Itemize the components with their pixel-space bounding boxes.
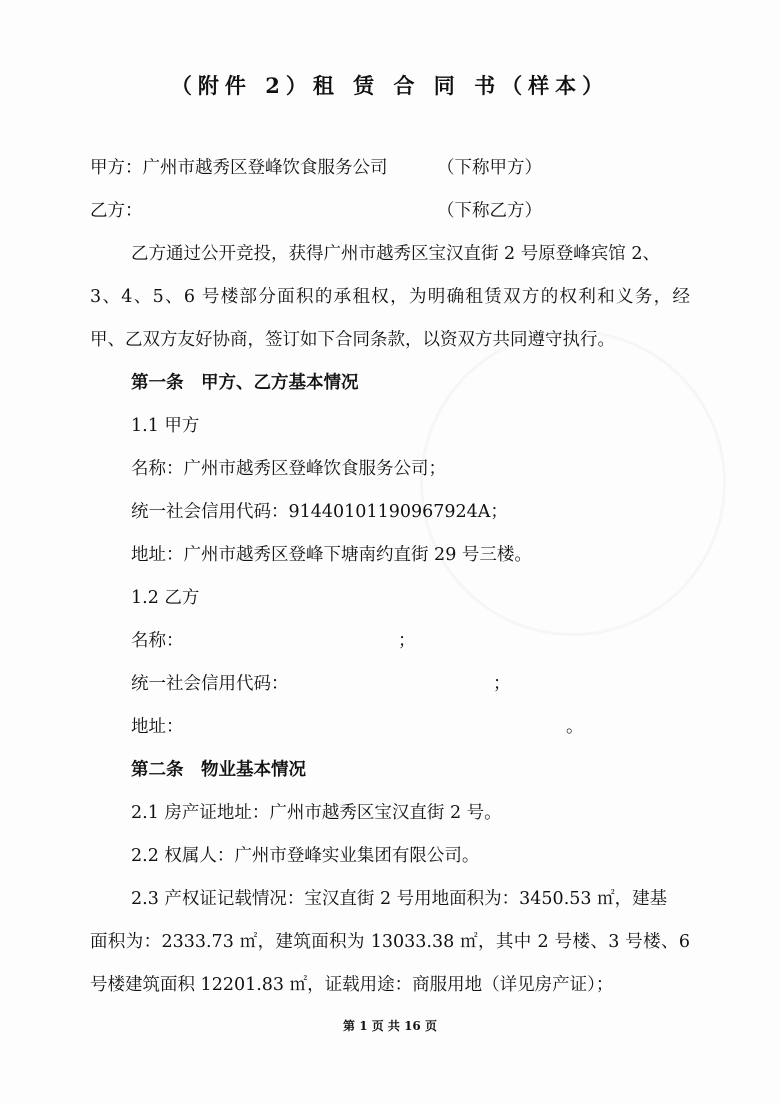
party-a-suffix: （下称甲方） bbox=[437, 158, 542, 178]
intro-line-2: 3、4、5、6 号楼部分面积的承租权，为明确租赁双方的权利和义务，经 bbox=[90, 287, 690, 307]
party-b-credit-code-end: ； bbox=[493, 674, 511, 694]
clause-2-3-line-2: 面积为：2333.73 ㎡，建筑面积为 13033.38 ㎡，其中 2 号楼、3 号楼、6 bbox=[90, 932, 690, 952]
intro-line-1: 乙方通过公开竞投，获得广州市越秀区宝汉直街 2 号原登峰宾馆 2、 bbox=[131, 244, 660, 264]
party-b-name-end: ； bbox=[398, 631, 416, 651]
clause-2-2: 2.2 权属人：广州市登峰实业集团有限公司。 bbox=[131, 846, 480, 866]
party-b-address-label: 地址： bbox=[131, 717, 184, 737]
faint-stamp-watermark bbox=[420, 330, 726, 636]
section-1-2-heading: 1.2 乙方 bbox=[131, 588, 200, 608]
party-b-address-end: 。 bbox=[566, 717, 584, 737]
article-1-heading: 第一条 甲方、乙方基本情况 bbox=[131, 373, 359, 393]
party-a-credit-code: 统一社会信用代码：91440101190967924A； bbox=[131, 502, 508, 522]
party-b-suffix: （下称乙方） bbox=[437, 201, 542, 221]
clause-2-3-line-1: 2.3 产权证记载情况：宝汉直街 2 号用地面积为：3450.53 ㎡，建基 bbox=[131, 889, 668, 909]
party-b-name-label: 名称： bbox=[131, 631, 184, 651]
document-title: （附件 2）租 赁 合 同 书（样本） bbox=[170, 73, 610, 98]
article-2-heading: 第二条 物业基本情况 bbox=[131, 760, 306, 780]
clause-2-1: 2.1 房产证地址：广州市越秀区宝汉直街 2 号。 bbox=[131, 803, 502, 823]
page-footer: 第 1 页 共 16 页 bbox=[343, 1019, 437, 1033]
party-a-address: 地址：广州市越秀区登峰下塘南约直街 29 号三楼。 bbox=[131, 545, 532, 565]
clause-2-3-line-3: 号楼建筑面积 12201.83 ㎡，证载用途：商服用地（详见房产证）； bbox=[90, 975, 614, 995]
party-a-name: 名称：广州市越秀区登峰饮食服务公司； bbox=[131, 459, 446, 479]
intro-line-3: 甲、乙双方友好协商，签订如下合同条款，以资双方共同遵守执行。 bbox=[90, 330, 615, 350]
party-a-label: 甲方：广州市越秀区登峰饮食服务公司 bbox=[90, 158, 388, 178]
section-1-1-heading: 1.1 甲方 bbox=[131, 416, 200, 436]
party-b-label: 乙方： bbox=[90, 201, 143, 221]
party-b-credit-code-label: 统一社会信用代码： bbox=[131, 674, 289, 694]
